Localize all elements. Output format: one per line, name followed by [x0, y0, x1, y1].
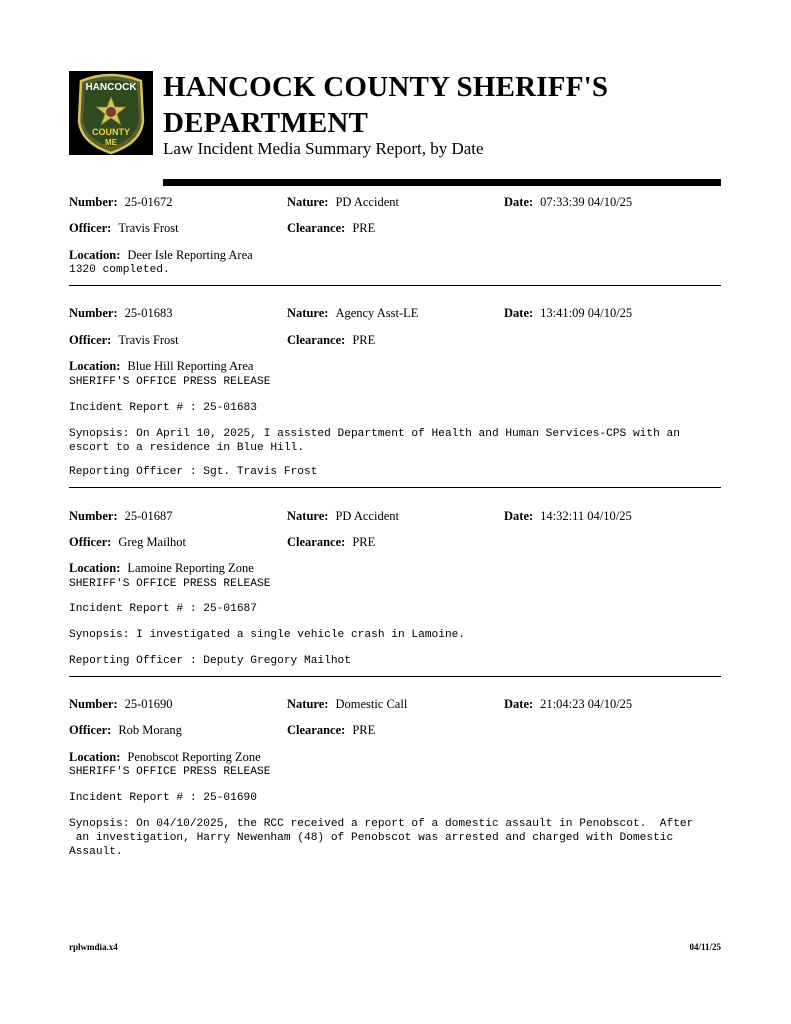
nature-label: Nature: [287, 195, 329, 209]
incident-number: 25-01672 [124, 195, 173, 209]
incident-number: 25-01690 [124, 697, 173, 711]
clearance-label: Clearance: [287, 333, 346, 347]
incident-location: Penobscot Reporting Zone [127, 750, 261, 764]
narrative-line: Incident Report # : 25-01683 [69, 402, 257, 414]
narrative-line: SHERIFF'S OFFICE PRESS RELEASE [69, 376, 271, 388]
svg-text:COUNTY: COUNTY [92, 127, 130, 137]
incident-clearance: PRE [352, 221, 376, 235]
narrative-line: 1320 completed. [69, 264, 170, 276]
location-label: Location: [69, 359, 121, 373]
clearance-label: Clearance: [287, 723, 346, 737]
incident-location: Lamoine Reporting Zone [127, 561, 254, 575]
officer-label: Officer: [69, 221, 112, 235]
incident-date: 14:32:11 04/10/25 [540, 509, 632, 523]
narrative-line: SHERIFF'S OFFICE PRESS RELEASE [69, 578, 271, 590]
clearance-label: Clearance: [287, 221, 346, 235]
number-label: Number: [69, 697, 118, 711]
location-label: Location: [69, 750, 121, 764]
title-line-1: HANCOCK COUNTY SHERIFF'S [163, 71, 609, 103]
nature-label: Nature: [287, 697, 329, 711]
date-label: Date: [504, 306, 534, 320]
nature-label: Nature: [287, 509, 329, 523]
narrative-line: Reporting Officer : Sgt. Travis Frost [69, 466, 318, 478]
date-label: Date: [504, 697, 534, 711]
title-line-2: DEPARTMENT [163, 107, 369, 139]
narrative-line: Incident Report # : 25-01690 [69, 792, 257, 804]
incident-date: 21:04:23 04/10/25 [540, 697, 633, 711]
narrative-line: SHERIFF'S OFFICE PRESS RELEASE [69, 766, 271, 778]
svg-text:ME: ME [105, 138, 117, 147]
date-label: Date: [504, 509, 534, 523]
number-label: Number: [69, 509, 118, 523]
number-label: Number: [69, 195, 118, 209]
clearance-label: Clearance: [287, 535, 346, 549]
narrative-line: Synopsis: On 04/10/2025, the RCC received a report of a domestic assault in Penobscot. After an investigation, Harry Newenham (48) of Penobscot was arrested and charged with Domestic Assault. [69, 818, 694, 858]
narrative-line: Incident Report # : 25-01687 [69, 603, 257, 615]
officer-label: Officer: [69, 333, 112, 347]
incident-clearance: PRE [352, 333, 376, 347]
incident-officer: Travis Frost [118, 221, 179, 235]
incident-officer: Rob Morang [118, 723, 182, 737]
incident-number: 25-01683 [124, 306, 173, 320]
report-subtitle: Law Incident Media Summary Report, by Date [163, 139, 484, 158]
incident-officer: Greg Mailhot [118, 535, 187, 549]
officer-label: Officer: [69, 723, 112, 737]
narrative-line: Synopsis: I investigated a single vehicle crash in Lamoine. [69, 629, 466, 641]
header-divider [163, 179, 721, 186]
incident-clearance: PRE [352, 723, 376, 737]
incident-officer: Travis Frost [118, 333, 179, 347]
incident-divider [69, 676, 721, 677]
incident-divider [69, 285, 721, 286]
narrative-line: Synopsis: On April 10, 2025, I assisted Department of Health and Human Services-CPS with an escort to a residence in Blue Hill. [69, 428, 680, 454]
incident-number: 25-01687 [124, 509, 173, 523]
incident-clearance: PRE [352, 535, 376, 549]
officer-label: Officer: [69, 535, 112, 549]
nature-label: Nature: [287, 306, 329, 320]
location-label: Location: [69, 561, 121, 575]
date-label: Date: [504, 195, 534, 209]
footer-report-id: rplwmdia.x4 [69, 942, 118, 952]
incident-date: 13:41:09 04/10/25 [540, 306, 633, 320]
incident-nature: PD Accident [335, 195, 399, 209]
incident-location: Deer Isle Reporting Area [127, 248, 253, 262]
report-title [163, 69, 723, 141]
location-label: Location: [69, 248, 121, 262]
incident-location: Blue Hill Reporting Area [127, 359, 254, 373]
incident-nature: PD Accident [335, 509, 399, 523]
incident-date: 07:33:39 04/10/25 [540, 195, 633, 209]
incident-nature: Agency Asst-LE [335, 306, 419, 320]
incident-divider [69, 487, 721, 488]
footer-print-date: 04/11/25 [689, 942, 721, 952]
number-label: Number: [69, 306, 118, 320]
sheriff-badge-logo [69, 71, 153, 155]
incident-nature: Domestic Call [335, 697, 408, 711]
svg-text:HANCOCK: HANCOCK [85, 82, 137, 93]
narrative-line: Reporting Officer : Deputy Gregory Mailhot [69, 655, 351, 667]
